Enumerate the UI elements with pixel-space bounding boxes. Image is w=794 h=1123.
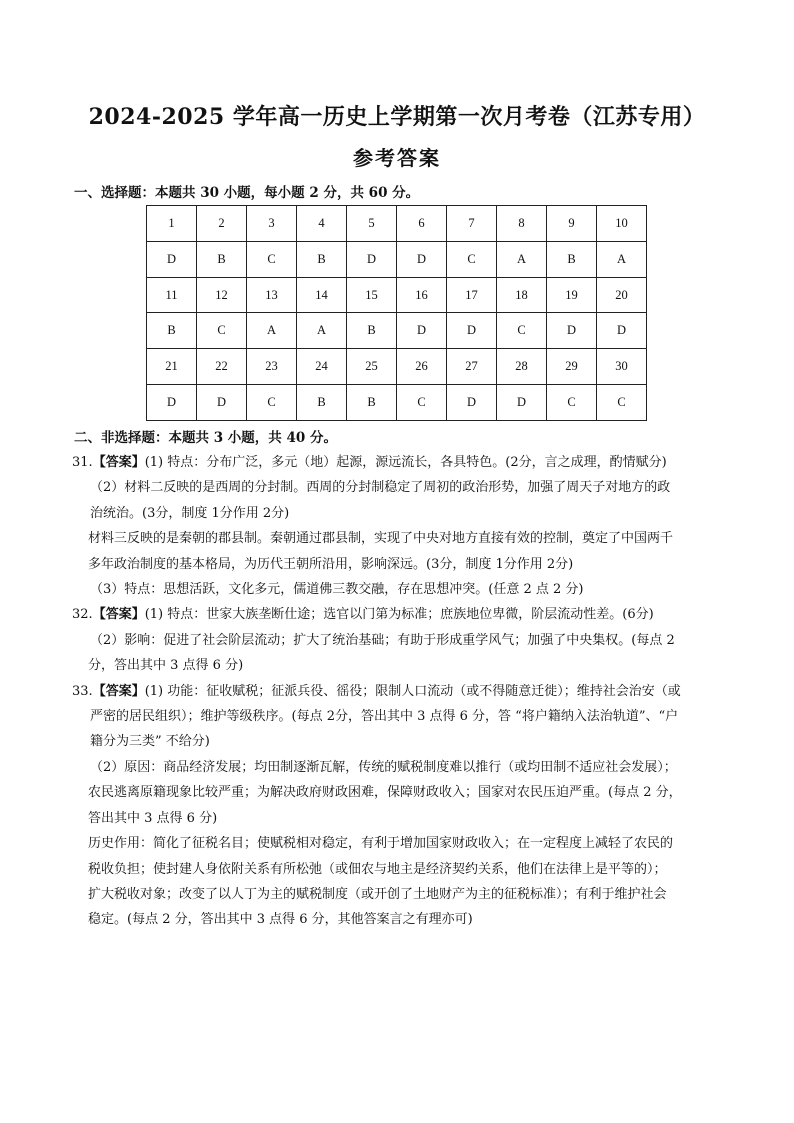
document-title: 2024-2025 学年高一历史上学期第一次月考卷（江苏专用） (88, 104, 706, 130)
question-number-cell: 14 (297, 277, 347, 313)
q33-text-1: (1) 功能：征收赋税；征派兵役、徭役；限制人口流动（或不得随意迁徙）；维持社会治安（或 (144, 683, 681, 699)
answer-letter-cell: B (297, 241, 347, 277)
answer-letter-cell: C (397, 385, 447, 421)
answer-letter-cell: C (497, 313, 547, 349)
answer-letter-cell: A (247, 313, 297, 349)
q33-line-4: （2）原因：商品经济发展；均田制逐渐瓦解，传统的赋税制度难以推行（或均田制不适应社会发展）； (90, 759, 677, 775)
q33-number: 33. (72, 683, 93, 699)
q32-number: 32. (72, 607, 93, 623)
q33-line-5: 农民逃离原籍现象比较严重；为解决政府财政困难，保障财政收入；国家对农民压迫严重。(每点 2 分， (88, 785, 682, 801)
question-number-cell: 1 (147, 206, 197, 242)
answer-letter-row (147, 385, 647, 421)
q31-answer-tag: 【答案】 (92, 455, 145, 470)
q32-line-3: 分，答出其中 3 点得 6 分) (88, 658, 244, 674)
q32-answer-tag: 【答案】 (92, 607, 145, 623)
answer-letter-row (147, 241, 647, 277)
q32-line-1 (70, 602, 730, 627)
document-subtitle: 参考答案 (353, 146, 441, 170)
q33-line-9: 扩大税收对象；改变了以人丁为主的赋税制度（或开创了土地财产为主的征税标准）；有利于维护社会 (88, 886, 667, 902)
answer-letter-cell: D (397, 241, 447, 277)
answer-letter-cell: B (197, 241, 247, 277)
answer-letter-cell: D (397, 313, 447, 349)
q31-line-1 (70, 450, 730, 475)
answer-letter-cell: C (447, 241, 497, 277)
q33-line-2: 严密的居民组织）；维护等级秩序。(每点 2分，答出其中 3 点得 6 分，答 “将户籍纳入法治轨道”、“户 (90, 709, 679, 725)
q31-line-3: 治统治。(3分，制度 1分作用 2分) (90, 505, 290, 521)
section2-heading: 二、非选择题：本题共 3 小题，共 40 分。 (74, 430, 337, 446)
q33-line-8: 税收负担；使封建人身依附关系有所松弛（或佃农与地主是经济契约关系，他们在法律上是平等的）； (88, 861, 667, 877)
section1-heading: 一、选择题：本题共 30 小题，每小题 2 分，共 60 分。 (74, 185, 420, 201)
q33-line-7: 历史作用：简化了征税名目；使赋税相对稳定，有利于增加国家财政收入；在一定程度上减轻了农民的 (88, 836, 674, 852)
q32-line-2: （2）影响：促进了社会阶层流动；扩大了统治基础；有助于形成重学风气；加强了中央集权。(每点 2 (90, 632, 675, 648)
question-number-cell: 16 (397, 277, 447, 313)
answer-letter-cell: A (497, 241, 547, 277)
question-number-cell: 27 (447, 349, 497, 385)
question-number-cell: 30 (597, 349, 647, 385)
question-number-cell: 21 (147, 349, 197, 385)
question-number-cell: 12 (197, 277, 247, 313)
q33-line-10: 稳定。(每点 2 分，答出其中 3 点得 6 分，其他答案言之有理亦可) (88, 912, 473, 928)
answers-body (70, 450, 730, 933)
question-number-cell: 29 (547, 349, 597, 385)
answer-letter-cell: C (597, 385, 647, 421)
answer-letter-cell: B (147, 313, 197, 349)
answer-letter-cell: D (147, 385, 197, 421)
answer-letter-cell: D (147, 241, 197, 277)
question-number-cell: 23 (247, 349, 297, 385)
question-number-cell: 6 (397, 206, 447, 242)
answer-letter-cell: C (247, 241, 297, 277)
q33-answer-tag: 【答案】 (92, 683, 145, 699)
q33-line-6: 答出其中 3 点得 6 分) (88, 810, 218, 826)
answer-letter-cell: D (447, 313, 497, 349)
question-number-cell: 3 (247, 206, 297, 242)
q33-line-3: 籍分为三类” 不给分) (90, 734, 210, 750)
q31-text-1: (1) 特点：分布广泛，多元（地）起源，源远流长，各具特色。(2分，言之成理，酌情赋分) (144, 455, 667, 470)
question-number-cell: 15 (347, 277, 397, 313)
answer-letter-cell: C (197, 313, 247, 349)
answer-letter-cell: C (547, 385, 597, 421)
answer-letter-cell: D (547, 313, 597, 349)
question-number-cell: 7 (447, 206, 497, 242)
answer-letter-cell: A (597, 241, 647, 277)
question-number-cell: 25 (347, 349, 397, 385)
question-number-cell: 17 (447, 277, 497, 313)
question-number-cell: 9 (547, 206, 597, 242)
answer-letter-cell: B (347, 313, 397, 349)
q31-line-5: 多年政治制度的基本格局，为历代王朝所沿用，影响深远。(3分，制度 1分作用 2分) (88, 556, 574, 572)
answer-letter-cell: B (547, 241, 597, 277)
question-number-cell: 18 (497, 277, 547, 313)
question-number-cell: 24 (297, 349, 347, 385)
question-number-row (147, 206, 647, 242)
answer-letter-cell: B (347, 385, 397, 421)
question-number-cell: 13 (247, 277, 297, 313)
answer-letter-cell: C (247, 385, 297, 421)
question-number-cell: 22 (197, 349, 247, 385)
answer-letter-cell: D (597, 313, 647, 349)
q32-text-1: (1) 特点：世家大族垄断仕途；选官以门第为标准；庶族地位卑微，阶层流动性差。(6分) (144, 607, 654, 623)
answer-letter-cell: D (497, 385, 547, 421)
q31-number: 31. (72, 455, 93, 470)
question-number-cell: 11 (147, 277, 197, 313)
question-number-row (147, 277, 647, 313)
q31-line-6: （3）特点：思想活跃，文化多元，儒道佛三教交融，存在思想冲突。(任意 2 点 2 分) (90, 582, 584, 598)
q31-line-2: （2）材料二反映的是西周的分封制。西周的分封制稳定了周初的政治形势，加强了周天子对地方的政 (90, 480, 671, 496)
answer-table (146, 205, 647, 421)
question-number-cell: 8 (497, 206, 547, 242)
question-number-cell: 4 (297, 206, 347, 242)
question-number-cell: 10 (597, 206, 647, 242)
question-number-row (147, 349, 647, 385)
question-number-cell: 28 (497, 349, 547, 385)
answer-letter-cell: B (297, 385, 347, 421)
question-number-cell: 20 (597, 277, 647, 313)
answer-letter-cell: D (347, 241, 397, 277)
question-number-cell: 26 (397, 349, 447, 385)
q31-line-4: 材料三反映的是秦朝的郡县制。秦朝通过郡县制，实现了中央对地方直接有效的控制，奠定了中国两千 (88, 531, 674, 547)
answer-letter-cell: D (447, 385, 497, 421)
question-number-cell: 2 (197, 206, 247, 242)
question-number-cell: 5 (347, 206, 397, 242)
q33-line-1 (70, 679, 730, 704)
answer-letter-cell: A (297, 313, 347, 349)
answer-letter-cell: D (197, 385, 247, 421)
question-number-cell: 19 (547, 277, 597, 313)
answer-letter-row (147, 313, 647, 349)
